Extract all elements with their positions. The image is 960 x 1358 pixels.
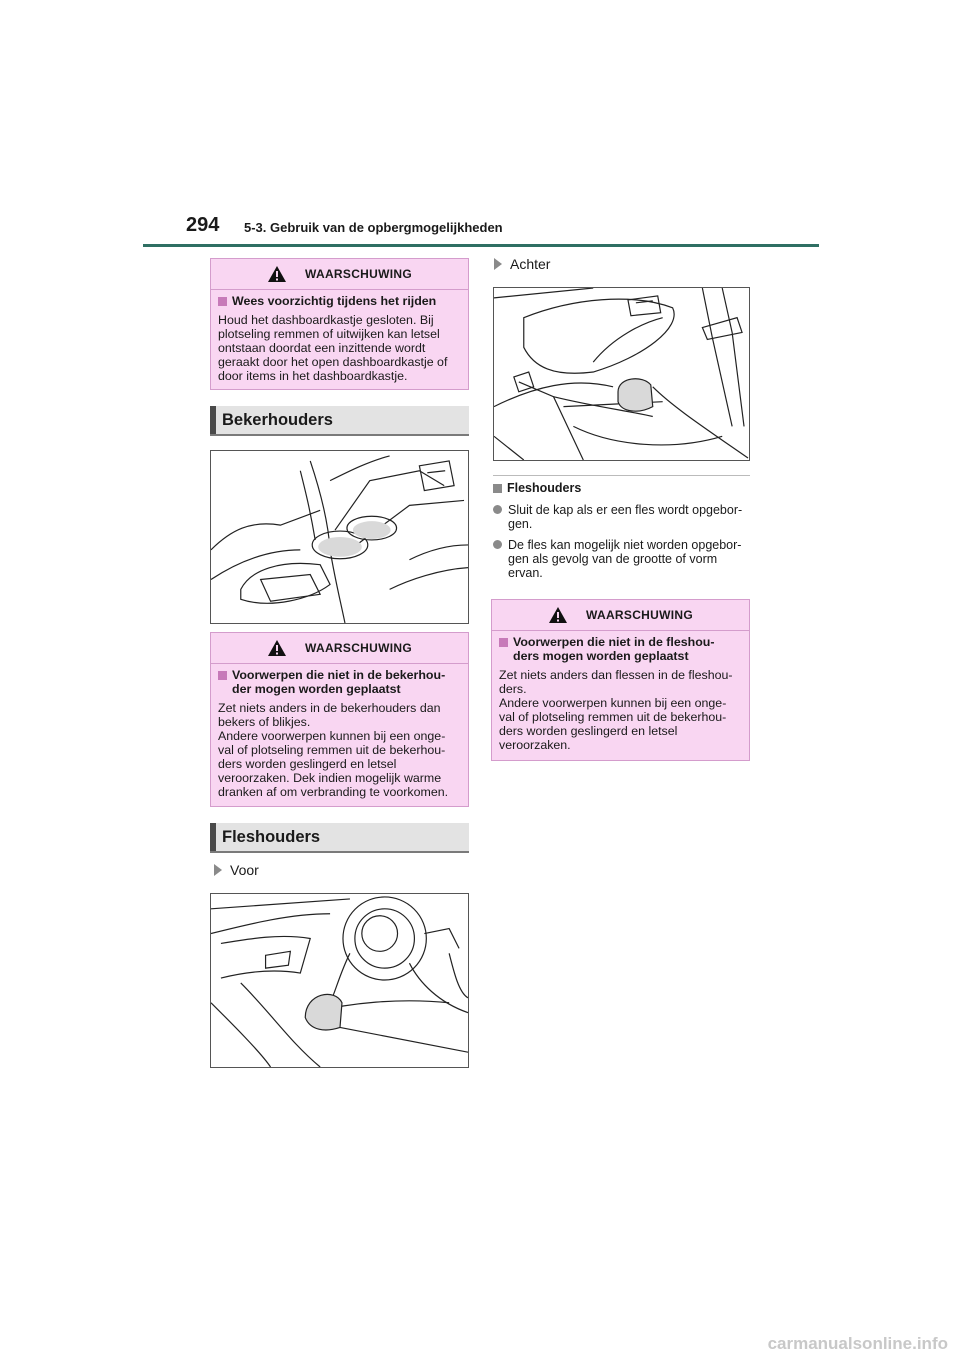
square-bullet-icon (499, 638, 508, 647)
front-label (214, 862, 259, 878)
page-number: 294 (186, 214, 220, 236)
section-title: 5-3. Gebruik van de opbergmogelijkheden (244, 220, 503, 235)
warning-title: WAARSCHUWING (586, 608, 693, 622)
square-bullet-icon (218, 671, 227, 680)
square-bullet-icon (493, 484, 502, 493)
warning-triangle-icon (267, 639, 287, 657)
heading-bekerhouders (210, 406, 469, 436)
cup-holder-illustration (210, 450, 469, 624)
heading-fleshouders (210, 823, 469, 853)
warning-box-bottle-holders (491, 599, 750, 761)
warning-header (492, 600, 749, 631)
warning-triangle-icon (267, 265, 287, 283)
heading-text: Fleshouders (222, 827, 321, 846)
watermark: carmanualsonline.info (767, 1334, 948, 1353)
bullet-text: De fles kan mogelijk niet worden opgebor- gen als gevolg van de grootte of vorm ervan. (508, 538, 742, 580)
bullet-item (493, 538, 751, 580)
sub-heading-text: Fleshouders (507, 481, 582, 495)
heading-text: Bekerhouders (222, 410, 333, 429)
warning-subtitle: Voorwerpen die niet in de bekerhou- der mogen worden geplaatst (232, 668, 446, 696)
warning-triangle-icon (548, 606, 568, 624)
square-bullet-icon (218, 297, 227, 306)
rear-label-text: Achter (510, 256, 551, 272)
bullet-item (493, 503, 751, 531)
warning-text: Zet niets anders dan flessen in de fleshou- ders. Andere voorwerpen kunnen bij een onge- val of plotseling remmen uit de bekerhou- ders worden geslingerd en letsel veroorzaken. (499, 668, 733, 752)
front-bottle-holder-illustration (210, 893, 469, 1068)
rear-bottle-holder-illustration (493, 287, 750, 461)
warning-text: Zet niets anders in de bekerhouders dan bekers of blikjes. Andere voorwerpen kunnen bij een onge- val of plotseling remmen uit de bekerhou- ders worden geslingerd en letsel veroorzaken. Dek indien mogelijk warme dranken af om verbranding te voorkomen. (218, 701, 449, 799)
warning-box-driving (210, 258, 469, 390)
divider (493, 475, 750, 476)
rear-label (494, 256, 550, 272)
warning-text: Houd het dashboardkastje gesloten. Bij plotseling remmen of uitwijken kan letsel ontstaan doordat een inzittende wordt geraakt door het open dashboardkastje of door items in het dashboardkastje. (218, 313, 448, 383)
warning-subtitle: Wees voorzichtig tijdens het rijden (232, 294, 437, 308)
circle-bullet-icon (493, 540, 502, 549)
triangle-arrow-icon (494, 258, 502, 270)
warning-box-cup-holders (210, 632, 469, 807)
warning-header (211, 633, 468, 664)
header-rule (143, 244, 819, 247)
warning-subtitle: Voorwerpen die niet in de fleshou- ders mogen worden geplaatst (513, 635, 715, 663)
sub-heading-fleshouders (493, 481, 581, 495)
warning-header (211, 259, 468, 290)
circle-bullet-icon (493, 505, 502, 514)
front-label-text: Voor (230, 862, 259, 878)
warning-title: WAARSCHUWING (305, 267, 412, 281)
warning-title: WAARSCHUWING (305, 641, 412, 655)
triangle-arrow-icon (214, 864, 222, 876)
bullet-text: Sluit de kap als er een fles wordt opgebor- gen. (508, 503, 743, 531)
